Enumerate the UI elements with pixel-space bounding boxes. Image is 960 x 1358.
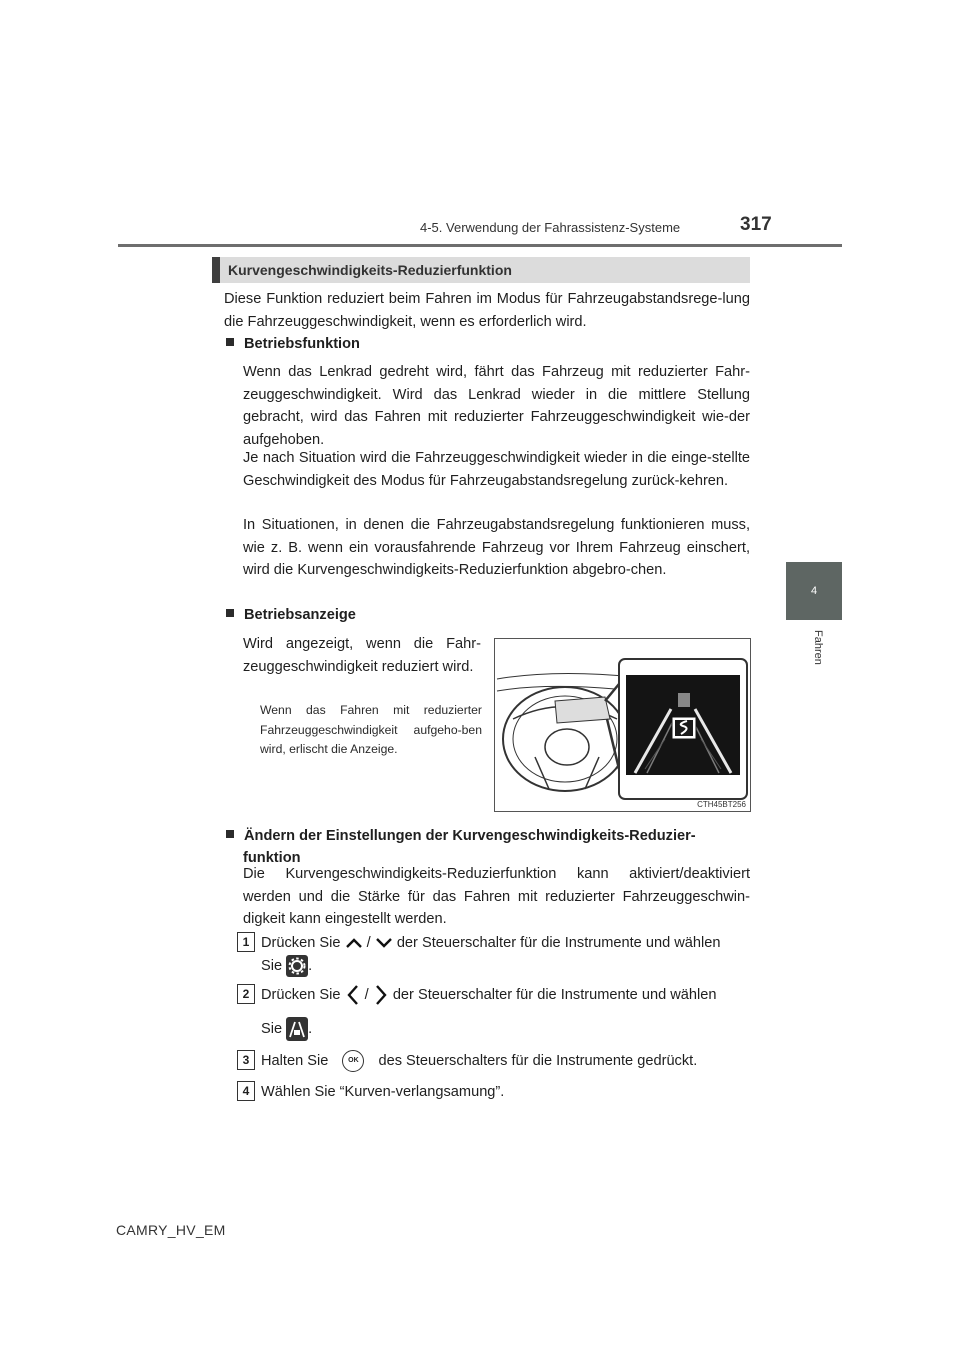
chevron-right-icon: [373, 984, 389, 1006]
subheading-operation: [226, 336, 360, 352]
chapter-label-box: [796, 624, 832, 674]
steering-wheel-display-drawing: [495, 639, 751, 812]
step-text: Sie: [261, 1020, 283, 1037]
step-separator: /: [364, 987, 369, 1003]
step-text: des Steuerschalters für die Instrumente gedrückt.: [378, 1053, 698, 1069]
chevron-up-icon: [345, 936, 363, 950]
step-text: der Steuerschalter für die Instrumente und wählen: [396, 935, 721, 951]
step-4: [243, 1081, 750, 1104]
operation-paragraph-3: In Situationen, in denen die Fahrzeugabstandsregelung funktionieren muss, wie z. B. wenn ein vorausfahrende Fahrzeug vor Ihrem Fahrzeug einschert, wird die Kurvengeschwindigkeits-Reduzierfunktion abgebro-chen.: [243, 517, 750, 578]
step-text: Wählen Sie “Kurven-verlangsamung”.: [261, 1084, 505, 1100]
operation-paragraph-1: Wenn das Lenkrad gedreht wird, fährt das Fahrzeug mit reduzierter Fahr-zeuggeschwindigkeit. Wird das Lenkrad wieder in die mittlere Stellung gebracht, wird das Fahren mit reduzierter Fahrzeuggeschwindigkeit wie-der aufgehoben.: [243, 364, 750, 448]
step-text: .: [308, 1020, 313, 1037]
operation-paragraph-2: Je nach Situation wird die Fahrzeuggeschwindigkeit wieder in die einge-stellte Geschwindigkeit des Modus für Fahrzeugabstandsregelung zurück-kehren.: [243, 450, 750, 489]
step-number: 1: [237, 932, 255, 952]
chevron-down-icon: [375, 936, 393, 950]
step-2: [243, 984, 750, 1041]
subheading-indicator-text: Betriebsanzeige: [244, 607, 356, 623]
step-text: der Steuerschalter für die Instrumente und wählen: [392, 987, 717, 1003]
step-number: 4: [237, 1081, 255, 1101]
page-number: 317: [740, 214, 772, 235]
dashboard-illustration: [494, 638, 751, 812]
subheading-settings-line1: Ändern der Einstellungen der Kurvengeschwindigkeits-Reduzier-: [244, 828, 696, 844]
bullet-square-icon: [226, 338, 234, 346]
footer-model-code: CAMRY_HV_EM: [116, 1222, 226, 1238]
subheading-operation-text: Betriebsfunktion: [244, 336, 360, 352]
step-text: .: [308, 957, 313, 974]
subheading-settings-line2: funktion: [243, 850, 301, 866]
step-number: 2: [237, 984, 255, 1004]
figure-code: CTH45BT256: [697, 800, 746, 809]
header-section-title: 4-5. Verwendung der Fahrassistenz-Systeme: [420, 220, 681, 235]
bullet-square-icon: [226, 830, 234, 838]
chevron-left-icon: [345, 984, 361, 1006]
section-heading: Kurvengeschwindigkeits-Reduzierfunktion: [212, 257, 750, 283]
indicator-paragraph: Wird angezeigt, wenn die Fahr-zeuggeschwindigkeit reduziert wird.: [243, 636, 481, 675]
step-text: Drücken Sie: [261, 987, 341, 1003]
chapter-tab: [786, 562, 842, 620]
step-text: Halten Sie: [261, 1053, 329, 1069]
gear-icon: [286, 955, 308, 977]
intro-paragraph: Diese Funktion reduziert beim Fahren im Modus für Fahrzeugabstandsrege-lung die Fahrzeuggeschwindigkeit, wenn es erforderlich wird.: [224, 291, 750, 330]
driving-assist-icon: [286, 1017, 308, 1041]
subheading-indicator: [226, 607, 356, 623]
settings-paragraph: Die Kurvengeschwindigkeits-Reduzierfunktion kann aktiviert/deaktiviert werden und die Stärke für das Fahren mit reduzierter Fahrzeuggeschwin-digkeit kann eingestellt werden.: [243, 866, 750, 927]
step-number: 3: [237, 1050, 255, 1070]
indicator-note: Wenn das Fahren mit reduzierter Fahrzeuggeschwindigkeit aufgeho-ben wird, erlischt die Anzeige.: [260, 703, 482, 756]
step-3: [243, 1050, 750, 1073]
step-text: Drücken Sie: [261, 935, 341, 951]
ok-button-icon: OK: [342, 1050, 364, 1072]
chapter-number: 4: [810, 585, 818, 597]
step-1: [243, 932, 750, 977]
step-separator: /: [366, 935, 371, 951]
bullet-square-icon: [226, 609, 234, 617]
step-text: Sie: [261, 957, 283, 974]
header-rule: [118, 244, 842, 247]
chapter-label: Fahren: [812, 630, 824, 665]
